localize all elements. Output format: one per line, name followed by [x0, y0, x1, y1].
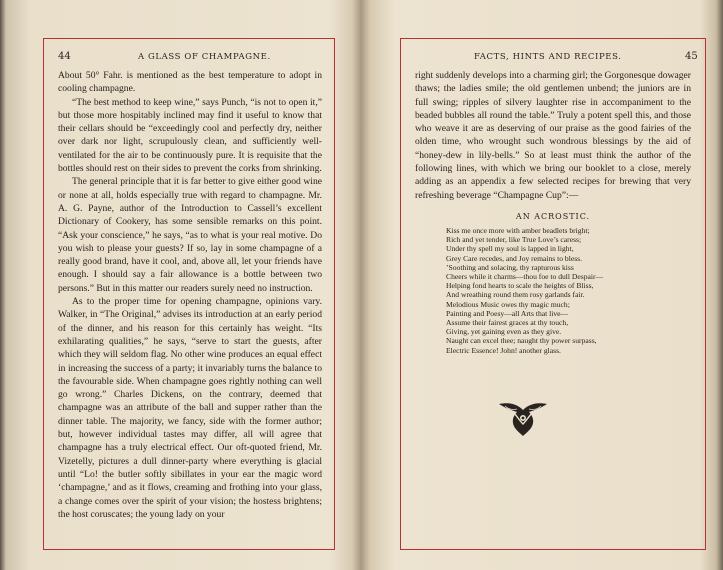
- acrostic-poem: [446, 226, 603, 355]
- poem-line: Assume their fairest graces at thy touch,: [446, 318, 569, 328]
- right-running-head: FACTS, HINTS AND RECIPES.: [474, 52, 622, 62]
- poem-line: Painting and Poesy—all Arts that live—: [446, 308, 569, 318]
- poem-line: Naught can excel thee; naught thy power surpass,: [446, 336, 597, 346]
- paragraph: The general principle that it is far better to give either good wine or none at all, holds especially true with regard to champagne. Mr. A. G. Payne, author of the Introduction to Cassell’s excellent Dictionary of Cookery, has some sensible remarks on this point. “Ask your conscience,” he says, “as to what is your real motive. Do you wish to please your guests? If so, lay in some champagne of a really good brand, have it cool, and, above all, let your friends have enough. I should say a fair allowance is a bottle between two persons.” But in this matter our readers surely need no instruction.: [58, 176, 322, 294]
- poem-line: Helping fond hearts to scale the heights of Bliss,: [446, 281, 594, 291]
- paragraph: As to the proper time for opening champagne, opinions vary. Walker, in “The Original,” advises its introduction at an early period of the dinner, and his reason for this certainly has weight. “Its exhilarating qualities,” he says, “serve to start the guests, after which they will seldom flag. No other wine produces an equal effect in increasing the success of a party; it invariably turns the balance to the favourable side. When champagne goes rightly nothing can well go wrong.” Charles Dickens, on the contrary, deemed that champagne was an attribute of the ball and supper rather than the dinner table. The majority, we fancy, side with the former author; but, however individual tastes may differ, all will agree that champagne has a truly electrical effect. Our oft-quoted friend, Mr. Vizetelly, pictures a dull dinner-party where everything is glacial until “Lo! the butler softly sibillates in your ear the magic word ‘champagne,’ and as it flows, creaming and frothing into your glass, a change comes over the spirit of your vision; the hostess brightens; the host coruscates; the young lady on your: [58, 296, 322, 520]
- left-running-head: A GLASS OF CHAMPAGNE.: [138, 52, 271, 62]
- poem-line: Melodious Music owes thy magic much;: [446, 299, 570, 309]
- poem-line: And wreathing round them rosy garlands fair.: [446, 290, 585, 300]
- poem-title: AN ACROSTIC.: [515, 212, 591, 221]
- left-page-number: 44: [58, 51, 71, 62]
- poem-line: ’Soothing and solacing, thy rapturous kiss: [446, 262, 574, 272]
- poem-line: Kiss me once more with amber beadlets bright;: [446, 226, 590, 235]
- poem-line: Under thy spell my soul is lapped in light,: [446, 244, 574, 254]
- poem-line: Electric Essence! John! another glass.: [446, 345, 561, 355]
- paragraph: right suddenly develops into a charming girl; the Gorgonesque dowager thaws; the ladies smile; the old gentlemen unbend; the juniors are in full swing; ripples of silvery laughter rise in accompaniment to the beaded bubbles all round the table.” Truly a potent spell this, and those who weave it are as deserving of our praise as the good fairies of the olden time, who wrought such wondrous blessings by the aid of “honey-dew in lily-bells.” So at least must think the author of the following lines, with which we bring our booklet to a close, merely adding as an appendix a few selected recipes for brewing that very refreshing beverage “Champagne Cup”:—: [415, 70, 691, 201]
- poem-line: Grey Care recedes, and Joy remains to bless.: [446, 253, 583, 263]
- right-page-number: 45: [685, 51, 698, 62]
- poem-line: Giving, yet gaining even as they give.: [446, 327, 562, 337]
- paragraph: “The best method to keep wine,” says Punch, “is not to open it,” but those more hospitably inclined may find it useful to know that their cellars should be “exceedingly cool and perfectly dry, neither over dark nor light, scrupulously clean, and sufficiently well-ventilated for the air to be continuously pure. It is requisite that the bottles should rest on their sides to prevent the corks from shrinking.: [58, 96, 322, 175]
- poem-line: Cheers while it charms—thou foe to dull Despair—: [446, 272, 604, 282]
- paragraph: About 50° Fahr. is mentioned as the best temperature to adopt in cooling champagne.: [58, 70, 322, 95]
- right-page-body: [415, 69, 691, 202]
- decorative-ornament-icon: [495, 398, 551, 438]
- poem-line: Rich and yet tender, like True Love’s caress;: [446, 235, 582, 245]
- left-page-body: [58, 69, 322, 521]
